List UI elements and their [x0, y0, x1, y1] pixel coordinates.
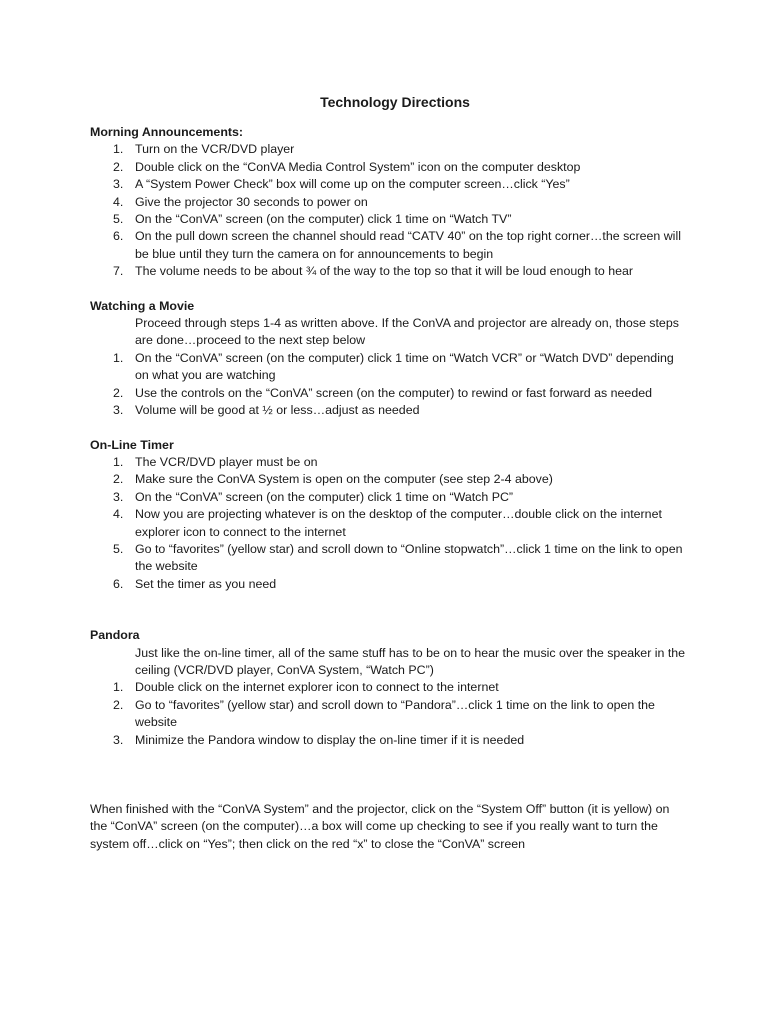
step-text: Use the controls on the “ConVA” screen (on the computer) to rewind or fast forward as needed — [135, 385, 652, 400]
step-number: 7. — [113, 264, 124, 279]
list-item — [90, 697, 690, 732]
list-item — [90, 228, 690, 263]
step-text: A “System Power Check” box will come up on the computer screen…click “Yes” — [135, 177, 570, 192]
section-watching-a-movie — [90, 298, 690, 420]
section-intro: Proceed through steps 1-4 as written above. If the ConVA and projector are already on, those steps are done…proceed to the next step below — [135, 316, 679, 348]
document-title: Technology Directions — [320, 94, 470, 110]
step-number: 2. — [113, 697, 124, 712]
step-number: 5. — [113, 541, 124, 556]
spacer — [90, 749, 690, 801]
step-number: 5. — [113, 212, 124, 227]
step-text: Turn on the VCR/DVD player — [135, 142, 295, 157]
step-text: The volume needs to be about ¾ of the way to the top so that it will be loud enough to hear — [135, 264, 634, 279]
list-item — [90, 454, 690, 471]
list-item — [90, 211, 690, 228]
step-text: Give the projector 30 seconds to power on — [135, 194, 368, 209]
step-text: On the pull down screen the channel should read “CATV 40” on the top right corner…the screen will be blue until they turn the camera on for announcements to begin — [135, 229, 681, 261]
list-item — [90, 576, 690, 593]
section-heading: On-Line Timer — [90, 437, 174, 452]
step-number: 3. — [113, 403, 124, 418]
section-heading: Pandora — [90, 628, 140, 643]
step-text: Set the timer as you need — [135, 576, 277, 591]
list-item — [90, 194, 690, 211]
step-text: Go to “favorites” (yellow star) and scroll down to “Online stopwatch”…click 1 time on the link to open the website — [135, 541, 683, 574]
step-number: 3. — [113, 732, 124, 747]
step-number: 1. — [113, 454, 124, 469]
step-text: On the “ConVA” screen (on the computer) click 1 time on “Watch TV” — [135, 212, 512, 227]
step-number: 2. — [113, 159, 124, 174]
section-heading: Morning Announcements: — [90, 125, 244, 139]
document-page — [90, 92, 690, 853]
step-number: 1. — [113, 142, 124, 157]
section-pandora — [90, 627, 690, 749]
closing-paragraph: When finished with the “ConVA System” and the projector, click on the “System Off” button (it is yellow) on the “ConVA” screen (on the computer)…a box will come up checking to see if you really want to turn the system off…click on “Yes”; then click on the red “x” to close the “ConVA” screen — [90, 802, 670, 851]
list-item — [90, 679, 690, 696]
step-text: On the “ConVA” screen (on the computer) click 1 time on “Watch VCR” or “Watch DVD” depending on what you are watching — [135, 350, 674, 383]
spacer — [90, 420, 690, 437]
step-number: 6. — [113, 576, 124, 591]
step-number: 3. — [113, 489, 124, 504]
step-text: Make sure the ConVA System is open on the computer (see step 2-4 above) — [135, 472, 553, 487]
step-number: 4. — [113, 507, 124, 522]
step-number: 4. — [113, 194, 124, 209]
step-number: 1. — [113, 680, 124, 695]
section-intro: Just like the on-line timer, all of the same stuff has to be on to hear the music over the speaker in the ceiling (VCR/DVD player, ConVA System, “Watch PC”) — [135, 645, 686, 677]
step-number: 6. — [113, 229, 124, 244]
step-text: Double click on the “ConVA Media Control System” icon on the computer desktop — [135, 159, 581, 174]
list-item — [90, 385, 690, 402]
step-text: Now you are projecting whatever is on the desktop of the computer…double click on the internet explorer icon to connect to the internet — [135, 507, 662, 539]
list-item — [90, 541, 690, 576]
step-list — [90, 454, 690, 593]
step-text: Double click on the internet explorer icon to connect to the internet — [135, 680, 499, 695]
step-number: 1. — [113, 350, 124, 365]
list-item — [90, 471, 690, 488]
step-text: Go to “favorites” (yellow star) and scroll down to “Pandora”…click 1 time on the link to open the website — [135, 697, 655, 730]
step-text: Volume will be good at ½ or less…adjust as needed — [135, 403, 420, 418]
spacer — [90, 281, 690, 298]
step-list — [90, 679, 690, 749]
list-item — [90, 176, 690, 193]
step-number: 2. — [113, 472, 124, 487]
list-item — [90, 350, 690, 385]
step-text: The VCR/DVD player must be on — [135, 454, 318, 469]
section-online-timer — [90, 437, 690, 594]
section-morning-announcements — [90, 124, 690, 281]
step-list — [90, 350, 690, 420]
list-item — [90, 506, 690, 541]
list-item — [90, 159, 690, 176]
step-text: Minimize the Pandora window to display the on-line timer if it is needed — [135, 732, 525, 747]
list-item — [90, 732, 690, 749]
list-item — [90, 263, 690, 280]
step-number: 3. — [113, 177, 124, 192]
list-item — [90, 489, 690, 506]
list-item — [90, 141, 690, 158]
step-number: 2. — [113, 385, 124, 400]
list-item — [90, 402, 690, 419]
spacer — [90, 593, 690, 627]
section-heading: Watching a Movie — [90, 298, 195, 313]
step-text: On the “ConVA” screen (on the computer) click 1 time on “Watch PC” — [135, 489, 514, 504]
step-list — [90, 141, 690, 280]
